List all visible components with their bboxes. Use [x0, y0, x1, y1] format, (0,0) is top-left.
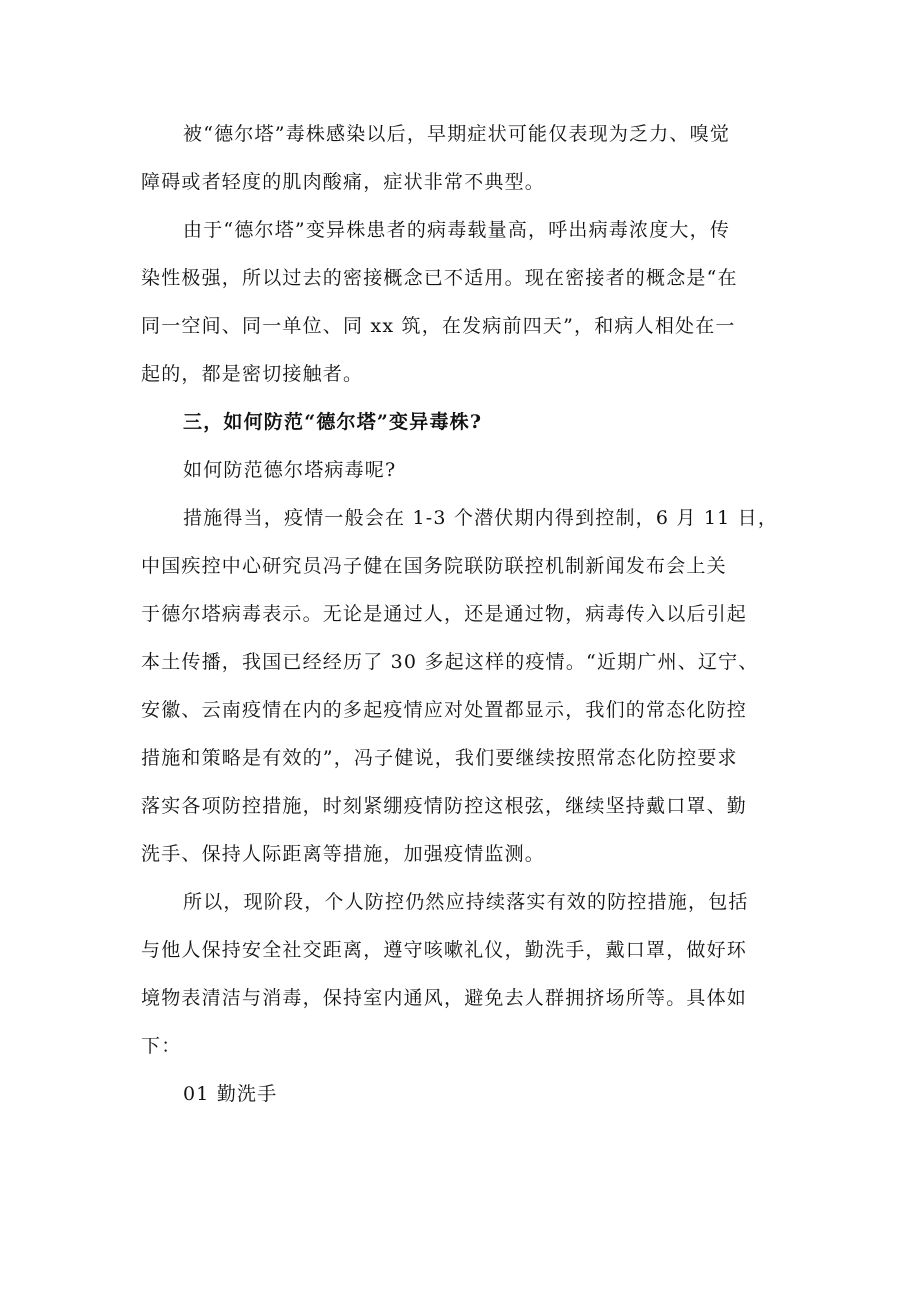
- section-heading: [141, 398, 781, 446]
- text-line: 境物表清洁与消毒，保持室内通风，避免去人群拥挤场所等。具体如: [141, 987, 748, 1009]
- paragraph-close-contact: [141, 206, 781, 398]
- paragraph-measures: [141, 494, 781, 878]
- text-line: 所以，现阶段，个人防控仍然应持续落实有效的防控措施，包括: [183, 891, 749, 913]
- document-body: [141, 110, 781, 1118]
- paragraph-personal-protection: [141, 878, 781, 1070]
- list-item-hand-washing: [141, 1070, 781, 1118]
- text-line: 于德尔塔病毒表示。无论是通过人，还是通过物，病毒传入以后引起: [141, 603, 748, 625]
- text-line: 起的，都是密切接触者。: [141, 363, 364, 385]
- text-line: 中国疾控中心研究员冯子健在国务院联防联控机制新闻发布会上关: [141, 555, 727, 577]
- paragraph-symptoms: [141, 110, 781, 206]
- heading-text: 三，如何防范“德尔塔”变异毒株?: [183, 411, 483, 433]
- text-line: 措施得当，疫情一般会在 1-3 个潜伏期内得到控制，6 月 11 日，: [183, 507, 779, 529]
- text-line: 落实各项防控措施，时刻紧绷疫情防控这根弦，继续坚持戴口罩、勤: [141, 795, 748, 817]
- list-item-label: 01 勤洗手: [183, 1083, 278, 1105]
- text-line: 安徽、云南疫情在内的多起疫情应对处置都显示，我们的常态化防控: [141, 699, 748, 721]
- text-line: 如何防范德尔塔病毒呢?: [183, 459, 397, 481]
- text-line: 障碍或者轻度的肌肉酸痛，症状非常不典型。: [141, 171, 546, 193]
- text-line: 措施和策略是有效的”，冯子健说，我们要继续按照常态化防控要求: [141, 747, 738, 769]
- text-line: 洗手、保持人际距离等措施，加强疫情监测。: [141, 843, 546, 865]
- text-line: 被“德尔塔”毒株感染以后，早期症状可能仅表现为乏力、嗅觉: [183, 123, 731, 145]
- text-line: 同一空间、同一单位、同 xx 筑，在发病前四天”，和病人相处在一: [141, 315, 736, 337]
- text-line: 染性极强，所以过去的密接概念已不适用。现在密接者的概念是“在: [141, 267, 738, 289]
- text-line: 下：: [141, 1035, 182, 1057]
- text-line: 与他人保持安全社交距离，遵守咳嗽礼仪，勤洗手，戴口罩，做好环: [141, 939, 748, 961]
- text-line: 本土传播，我国已经经历了 30 多起这样的疫情。“近期广州、辽宁、: [141, 651, 759, 673]
- text-line: 由于“德尔塔”变异株患者的病毒载量高，呼出病毒浓度大，传: [183, 219, 731, 241]
- paragraph-question: [141, 446, 781, 494]
